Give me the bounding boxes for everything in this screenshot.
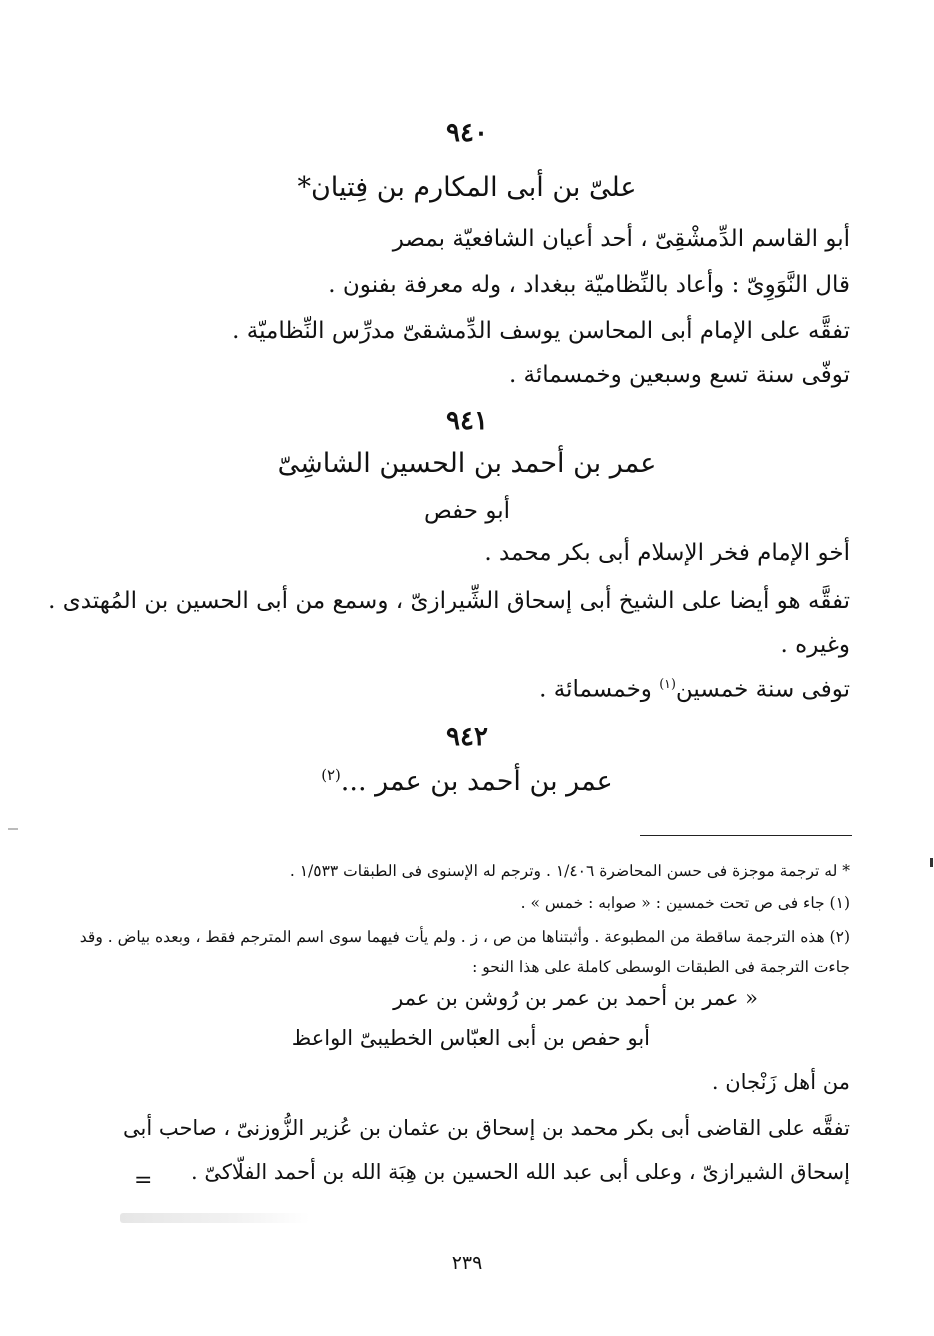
entry-940-line-3: تفقَّه على الإمام أبى المحاسن يوسف الدِّمشقىّ مدرِّس النِّظاميّة . (232, 318, 850, 344)
page-number: ٢٣٩ (451, 1252, 483, 1274)
entry-941-death-after: وخمسمائة . (539, 676, 660, 703)
footnote-2-line-2: جاءت الترجمة فى الطبقات الوسطى كاملة على هذا النحو : (472, 958, 850, 976)
entry-940-number: ٩٤٠ (446, 118, 488, 148)
entry-941-death-before: توفى سنة خمسين (675, 676, 850, 703)
entry-942-number: ٩٤٢ (446, 722, 488, 752)
footnote-separator (640, 835, 852, 836)
quote-origin: من أهل زَنْجان . (711, 1070, 850, 1094)
quote-line-1: تفقَّه على القاضى أبى بكر محمد بن إسحاق بن عثمان بن عُزير الزُّوزنىّ ، صاحب أبى (122, 1116, 850, 1140)
entry-941-title: عمر بن أحمد بن الحسين الشاشِىّ (277, 448, 657, 479)
entry-941-subtitle: أبو حفص (423, 498, 510, 524)
continuation-mark: = (134, 1168, 153, 1193)
margin-mark (8, 828, 18, 830)
quote-name: « عمر بن أحمد بن عمر بن رُوشن بن عمر (393, 986, 758, 1010)
edge-tick (930, 858, 933, 867)
entry-940-title: علىّ بن أبى المكارم بن فِتيان* (297, 172, 637, 203)
entry-941-line-1: أخو الإمام فخر الإسلام أبى بكر محمد . (484, 540, 850, 566)
entry-941-line-2: تفقَّه هو أيضا على الشيخ أبى إسحاق الشِّيرازىّ ، وسمع من أبى الحسين بن المُهتدى . (48, 588, 850, 614)
scan-smudge (120, 1213, 310, 1223)
entry-941-line-3: وغيره . (780, 632, 850, 658)
entry-941-number: ٩٤١ (446, 406, 488, 436)
entry-940-line-4: توفّى سنة تسع وسبعين وخمسمائة . (508, 362, 850, 388)
quote-line-2: إسحاق الشيرازىّ ، وعلى أبى عبد الله الحسين بن هِبَة الله بن أحمد الفلّاكىّ . (190, 1160, 850, 1184)
footnote-1: (١) جاء فى ص تحت خمسين : « صوابه : خمس » . (520, 894, 850, 912)
quote-kunya: أبو حفص بن أبى العبّاس الخطيبىّ الواعظ (291, 1026, 650, 1050)
entry-942-title-text: عمر بن أحمد بن عمر ... (340, 766, 613, 797)
footnote-ref-2: (٢) (321, 766, 341, 784)
footnote-star: * له ترجمة موجزة فى حسن المحاضرة ١/٤٠٦ . وترجم له الإسنوى فى الطبقات ١/٥٣٣ . (289, 862, 850, 880)
footnote-ref-1: (١) (659, 676, 676, 691)
entry-940-line-1: أبو القاسم الدِّمشْقِىّ ، أحد أعيان الشافعيّة بمصر (392, 226, 850, 252)
entry-940-line-2: قال النَّوَوِىّ : وأعاد بالنِّظاميّة ببغداد ، وله معرفة بفنون . (328, 272, 850, 298)
footnote-2-line-1: (٢) هذه الترجمة ساقطة من المطبوعة . وأثبتناها من ص ، ز . ولم يأت فيهما سوى اسم المترجم فقط ، وبعده بياض . وقد (79, 928, 850, 946)
entry-941-death-line (539, 676, 850, 703)
entry-942-title (0, 766, 934, 797)
